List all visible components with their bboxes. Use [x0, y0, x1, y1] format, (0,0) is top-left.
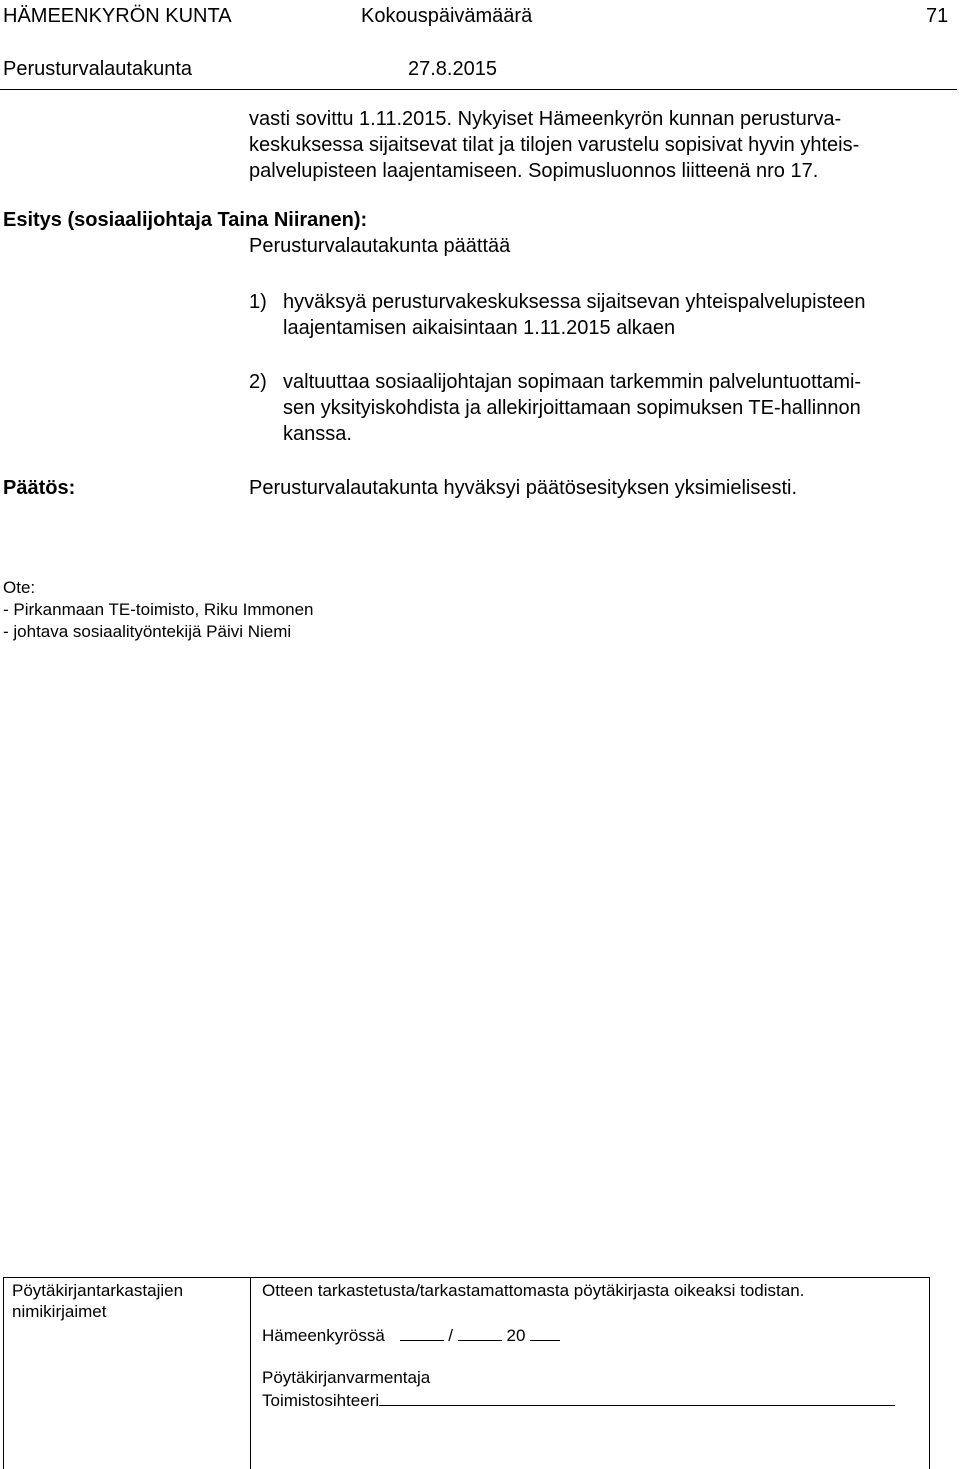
- ote-label: Ote:: [3, 578, 36, 597]
- item-line: laajentamisen aikaisintaan 1.11.2015 alkaen: [283, 317, 676, 339]
- meeting-date: 27.8.2015: [408, 58, 497, 80]
- meeting-date-label: Kokouspäivämäärä: [361, 5, 533, 27]
- proposal-lead: Perusturvalautakunta päättää: [249, 235, 511, 257]
- item-line: hyväksyä perusturvakeskuksessa sijaitsevan yhteispalvelupisteen: [283, 291, 866, 313]
- page-number: 71: [926, 5, 949, 27]
- ote-recipient: - johtava sosiaalityöntekijä Päivi Niemi: [3, 622, 292, 641]
- date-separator: /: [448, 1326, 454, 1345]
- intro-line: palvelupisteen laajentamiseen. Sopimusluonnos liitteenä nro 17.: [249, 160, 819, 182]
- certification-divider: [250, 1277, 251, 1469]
- verifier-label: Pöytäkirjanvarmentaja: [262, 1368, 431, 1387]
- year-blank[interactable]: [530, 1324, 560, 1341]
- reviewers-initials-label: [12, 1280, 183, 1322]
- intro-paragraph: [249, 106, 949, 184]
- intro-line: vasti sovittu 1.11.2015. Nykyiset Hämeenkyrön kunnan perusturva-: [249, 108, 842, 130]
- item-line: kanssa.: [283, 423, 352, 445]
- month-blank[interactable]: [458, 1324, 502, 1341]
- intro-line: keskuksessa sijaitsevat tilat ja tilojen varustelu sopisivat hyvin yhteis-: [249, 134, 860, 156]
- year-prefix: 20: [506, 1326, 526, 1345]
- organization-name: HÄMEENKYRÖN KUNTA: [3, 5, 232, 27]
- item-line: valtuuttaa sosiaalijohtajan sopimaan tarkemmin palveluntuottami-: [283, 371, 862, 393]
- place-name: Hämeenkyrössä: [262, 1326, 385, 1345]
- reviewers-label-line: nimikirjaimet: [12, 1302, 107, 1321]
- committee-name: Perusturvalautakunta: [3, 58, 193, 80]
- item-number: 1): [249, 291, 267, 313]
- day-blank[interactable]: [400, 1324, 444, 1341]
- ote-block: [3, 577, 314, 643]
- certification-text: Otteen tarkastetusta/tarkastamattomasta pöytäkirjasta oikeaksi todistan.: [262, 1281, 805, 1300]
- place-date-line: [262, 1324, 560, 1346]
- ote-recipient: - Pirkanmaan TE-toimisto, Riku Immonen: [3, 600, 314, 619]
- decision-text: Perusturvalautakunta hyväksyi päätösesityksen yksimielisesti.: [249, 477, 798, 499]
- proposal-label: Esitys (sosiaalijohtaja Taina Niiranen):: [3, 209, 368, 231]
- header-rule: [0, 89, 957, 90]
- item-line: sen yksityiskohdista ja allekirjoittamaan sopimuksen TE-hallinnon: [283, 397, 861, 419]
- signature-blank[interactable]: [379, 1389, 895, 1406]
- decision-label: Päätös:: [3, 477, 76, 499]
- reviewers-label-line: Pöytäkirjantarkastajien: [12, 1281, 184, 1300]
- secretary-line: [262, 1389, 895, 1411]
- item-number: 2): [249, 371, 267, 393]
- secretary-label: Toimistosihteeri: [262, 1391, 380, 1410]
